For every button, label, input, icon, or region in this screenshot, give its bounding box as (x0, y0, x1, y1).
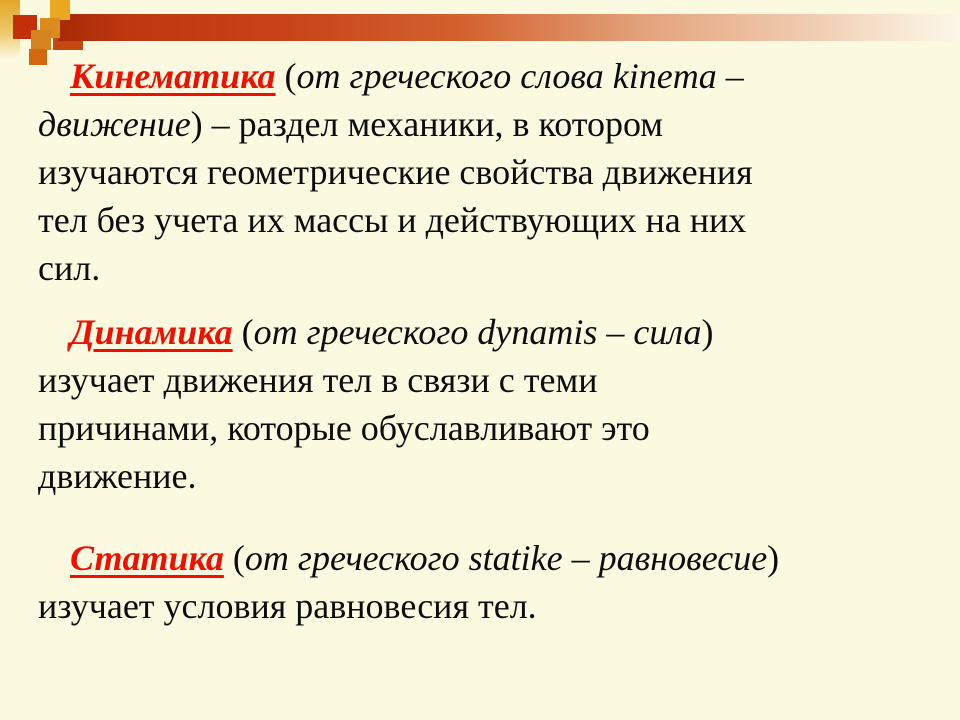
top-gradient-bar (58, 14, 960, 41)
text-run: сил. (38, 248, 101, 288)
text-run: движение. (38, 456, 197, 496)
text-run: ) (767, 538, 780, 578)
text-line (38, 244, 952, 292)
text-line (38, 196, 952, 244)
statics-term: Статика (70, 538, 224, 578)
text-run: ( (232, 312, 254, 352)
mosaic-square-amber2 (31, 30, 51, 50)
text-line (38, 148, 952, 196)
text-run: от греческого statike – равновесие (244, 538, 768, 578)
text-line (38, 582, 952, 630)
text-run: движение (38, 104, 191, 144)
text-line (38, 452, 952, 500)
text-run: ) (701, 312, 714, 352)
text-line (38, 52, 952, 100)
text-run: ) – раздел механики, в котором (190, 104, 664, 144)
text-run: тел без учета их массы и действующих на них (38, 200, 747, 240)
text-line (38, 308, 952, 356)
text-run: причинами, которые обуславливают это (38, 408, 650, 448)
paragraph-kinematics (38, 52, 952, 292)
text-line (38, 404, 952, 452)
text-run: изучает условия равновесия тел. (38, 586, 537, 626)
dynamics-term: Динамика (70, 312, 233, 352)
text-run: ( (223, 538, 245, 578)
slide-text (38, 52, 952, 630)
text-run: ( (275, 56, 297, 96)
text-line (38, 100, 952, 148)
text-run: изучаются геометрические свойства движения (38, 152, 753, 192)
paragraph-statics (38, 534, 952, 630)
text-line (38, 356, 952, 404)
text-run: от греческого dynamis – сила (253, 312, 702, 352)
paragraph-dynamics (38, 308, 952, 500)
text-line (38, 534, 952, 582)
text-run: от греческого слова kinema – (296, 56, 744, 96)
kinematics-term: Кинематика (70, 56, 276, 96)
text-run: изучает движения тел в связи с теми (38, 360, 598, 400)
mosaic-square-gold (50, 0, 70, 20)
